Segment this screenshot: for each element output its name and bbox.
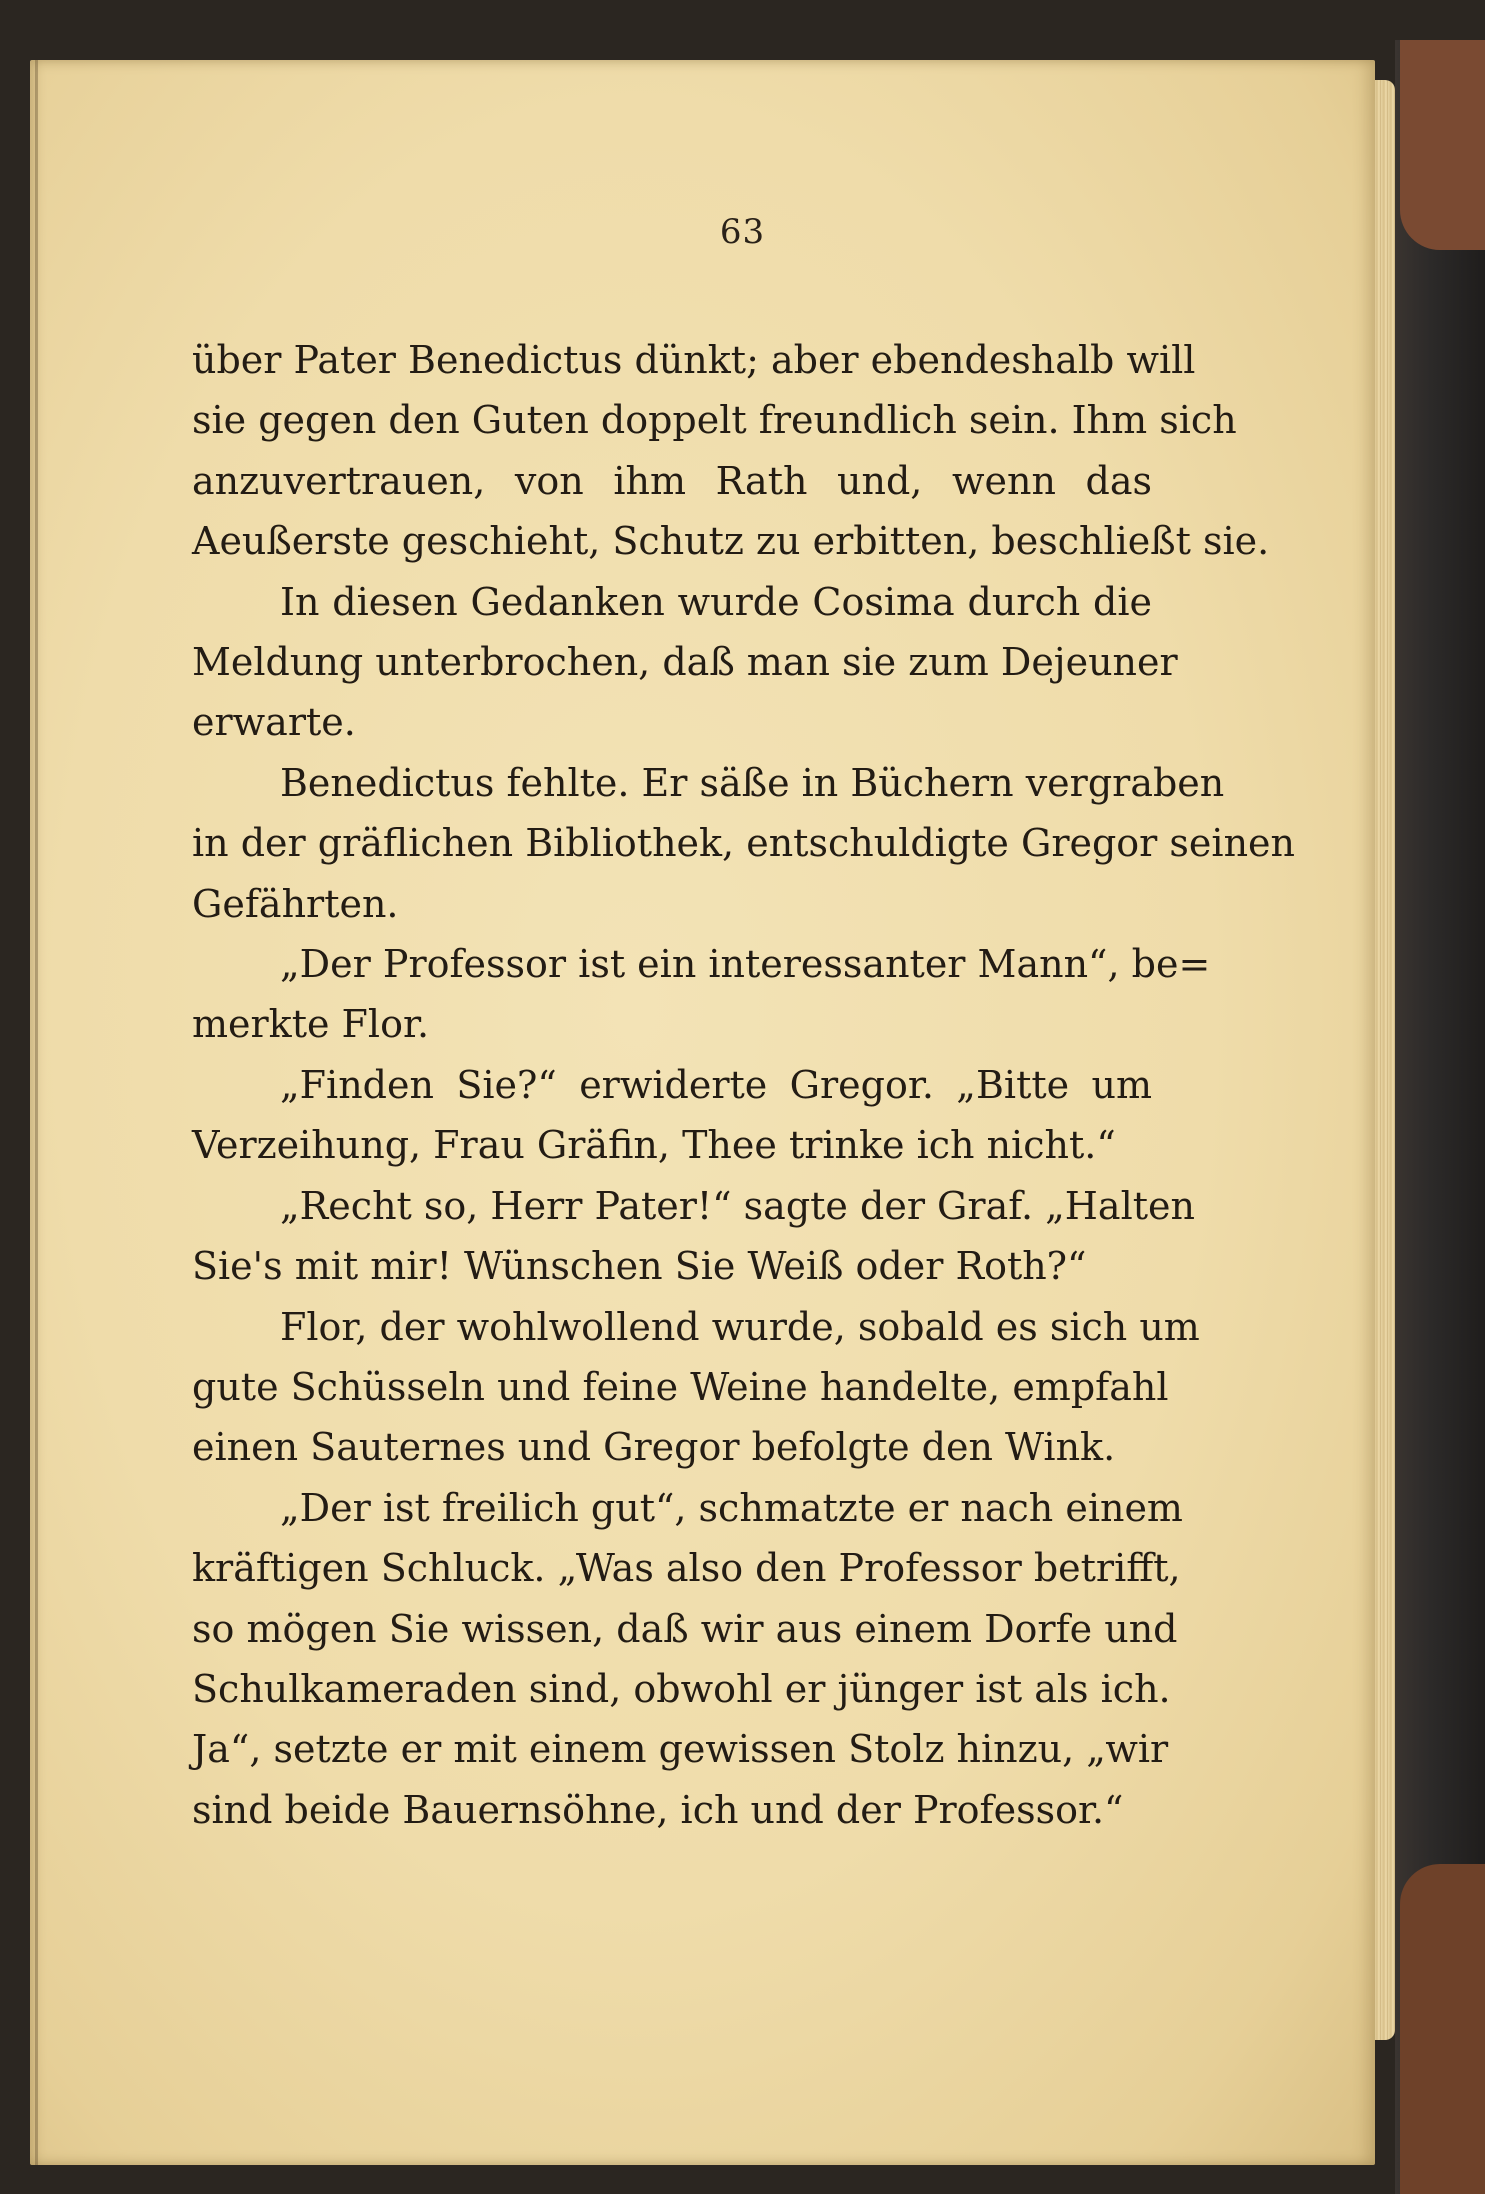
- text-line: sind beide Bauernsöhne, ich und der Professor.“: [192, 1787, 1124, 1832]
- text-line: Schulkameraden sind, obwohl er jünger ist als ich.: [192, 1666, 1171, 1711]
- gutter: [35, 60, 38, 2165]
- text-line: in der gräflichen Bibliothek, entschuldigte Gregor seinen: [192, 821, 1296, 866]
- text-line: Aeußerste geschieht, Schutz zu erbitten, beschließt sie.: [192, 519, 1270, 564]
- text-line: über Pater Benedictus dünkt; aber ebendeshalb will: [192, 338, 1196, 382]
- cover-corner-bottom: [1400, 1864, 1485, 2194]
- text-line: merkte Flor.: [192, 1002, 430, 1047]
- text-line: Gefährten.: [192, 881, 399, 926]
- text-line: „Der ist freilich gut“, schmatzte er nach einem: [280, 1485, 1183, 1530]
- text-line: so mögen Sie wissen, daß wir aus einem Dorfe und: [192, 1606, 1178, 1651]
- text-line: In diesen Gedanken wurde Cosima durch die: [280, 579, 1152, 624]
- text-line: einen Sauternes und Gregor befolgte den Wink.: [192, 1425, 1116, 1470]
- text-line: Flor, der wohlwollend wurde, sobald es sich um: [280, 1304, 1200, 1349]
- text-line: anzuvertrauen, von ihm Rath und, wenn das: [192, 458, 1152, 503]
- text-line: sie gegen den Guten doppelt freundlich sein. Ihm sich: [192, 398, 1237, 443]
- text-line: Ja“, setzte er mit einem gewissen Stolz hinzu, „wir: [192, 1727, 1169, 1772]
- text-line: „Finden Sie?“ erwiderte Gregor. „Bitte um: [280, 1062, 1152, 1107]
- body-text: [192, 330, 1296, 1840]
- text-line: Sie's mit mir! Wünschen Sie Weiß oder Roth?“: [192, 1244, 1087, 1289]
- text-line: Meldung unterbrochen, daß man sie zum Dejeuner: [192, 640, 1178, 685]
- text-line: „Recht so, Herr Pater!“ sagte der Graf. „Halten: [280, 1183, 1195, 1228]
- text-line: „Der Professor ist ein interessanter Mann“, be=: [280, 942, 1211, 987]
- text-line: erwarte.: [192, 700, 356, 745]
- text-line: gute Schüsseln und feine Weine handelte, empfahl: [192, 1364, 1169, 1409]
- text-line: Verzeihung, Frau Gräfin, Thee trinke ich nicht.“: [192, 1123, 1116, 1168]
- page-number: 63: [719, 212, 766, 252]
- text-line: kräftigen Schluck. „Was also den Professor betrifft,: [192, 1546, 1181, 1591]
- text-line: Benedictus fehlte. Er säße in Büchern vergraben: [280, 760, 1225, 805]
